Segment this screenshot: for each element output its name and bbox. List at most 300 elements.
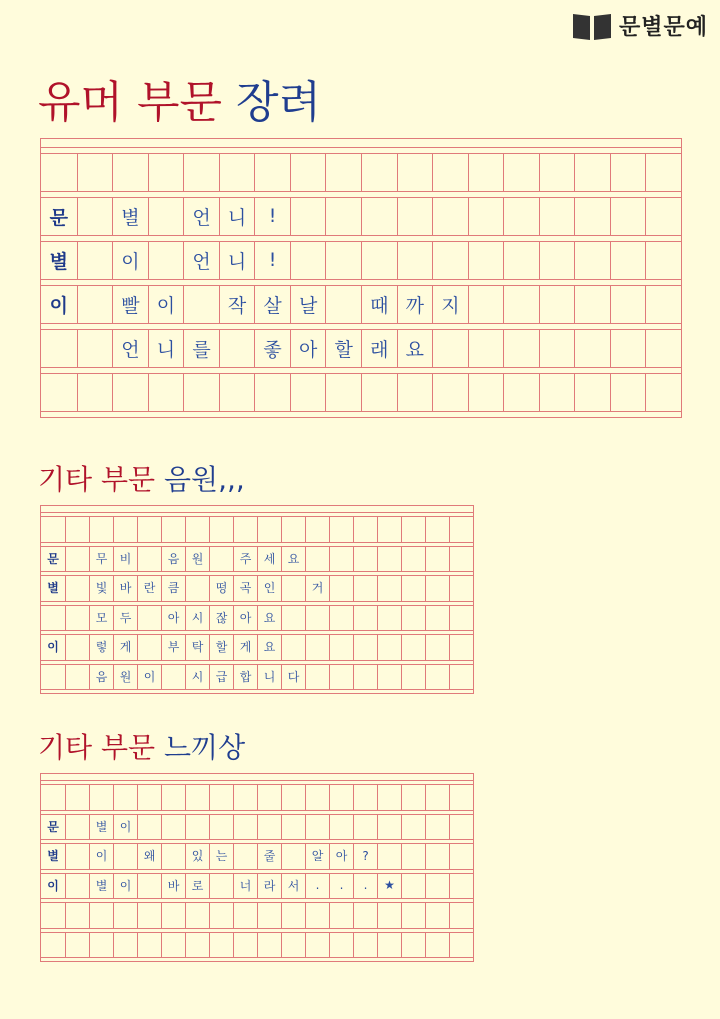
grid-cell [610,153,646,191]
grid-cell [65,784,89,810]
grid-cell [425,634,449,660]
grid-cell [305,546,329,572]
grid-line [41,839,473,840]
grid-cell [137,873,161,899]
grid-cell: 요 [257,634,281,660]
grid-cell: 아 [290,329,326,367]
grid-cell [449,546,473,572]
grid-cell [254,153,290,191]
grid-cell [41,329,77,367]
grid-cell [449,814,473,840]
grid-cell: 비 [113,546,137,572]
grid-cell [161,932,185,958]
grid-cell [645,197,681,235]
title-category: 기타 부문 [38,731,156,764]
grid-cell: 아 [161,605,185,631]
grid-cell [401,664,425,690]
grid-cell [353,546,377,572]
grid-cell [233,843,257,869]
grid-cell [41,373,77,411]
open-book-icon [571,11,613,41]
grid-cell [377,605,401,631]
grid-cell [432,329,468,367]
grid-cell: ? [353,843,377,869]
grid-cell: 줄 [257,843,281,869]
grid-cell [161,664,185,690]
grid-cell [361,197,397,235]
manuscript-grid-etc-soundsource [40,505,474,694]
grid-cell [425,516,449,542]
grid-cell: 를 [183,329,219,367]
grid-cell: 서 [281,873,305,899]
grid-cell [281,575,305,601]
grid-cell: 니 [148,329,184,367]
grid-cell [281,605,305,631]
grid-cell [257,814,281,840]
grid-cell [290,241,326,279]
grid-cell [185,814,209,840]
grid-cell [219,153,255,191]
grid-cell [137,784,161,810]
grid-cell: 별 [47,581,59,596]
grid-cell [503,153,539,191]
grid-cell [539,285,575,323]
grid-cell [449,605,473,631]
grid-row [41,285,681,323]
grid-row [41,784,473,810]
grid-cell [468,241,504,279]
grid-cell [281,516,305,542]
grid-cell: 란 [137,575,161,601]
grid-cell [305,605,329,631]
grid-row [41,902,473,928]
grid-cell [209,814,233,840]
grid-cell [257,902,281,928]
grid-cell: 별 [112,197,148,235]
grid-cell [645,153,681,191]
grid-cell [305,516,329,542]
grid-cell: 렇 [89,634,113,660]
grid-cell: . [353,873,377,899]
grid-cell: 다 [281,664,305,690]
grid-cell [353,605,377,631]
grid-cell [41,664,65,690]
grid-cell [89,516,113,542]
grid-cell [325,241,361,279]
title-category: 기타 부문 [38,463,156,496]
grid-cell [377,516,401,542]
grid-line [41,689,473,690]
grid-cell: 이 [89,843,113,869]
grid-cell [449,634,473,660]
grid-line [41,191,681,192]
grid-cell [148,153,184,191]
grid-cell [361,373,397,411]
grid-cell [377,902,401,928]
grid-cell [329,932,353,958]
grid-cell [449,516,473,542]
grid-line [41,323,681,324]
grid-cell [137,546,161,572]
grid-cell [161,902,185,928]
grid-cell [137,902,161,928]
grid-cell: 는 [209,843,233,869]
grid-line [41,542,473,543]
logo [571,10,708,41]
grid-line [41,780,473,781]
grid-cell [574,373,610,411]
grid-cell: 빛 [89,575,113,601]
grid-cell [353,634,377,660]
grid-cell [65,634,89,660]
grid-cell: . [329,873,353,899]
grid-cell: 작 [219,285,255,323]
title-award: 장려 [236,77,322,128]
grid-cell: 때 [361,285,397,323]
grid-cell [89,932,113,958]
grid-cell: 언 [183,197,219,235]
section-title-humor [38,66,321,130]
grid-cell [361,241,397,279]
grid-cell [449,664,473,690]
grid-cell [610,373,646,411]
grid-cell [353,902,377,928]
grid-cell [645,329,681,367]
grid-cell [137,634,161,660]
grid-cell [353,575,377,601]
grid-cell [401,546,425,572]
grid-cell: . [305,873,329,899]
grid-cell: 곡 [233,575,257,601]
grid-cell [329,902,353,928]
grid-line [41,630,473,631]
grid-row [41,575,473,601]
grid-cell [305,814,329,840]
grid-cell: 문 [47,819,59,834]
grid-cell [574,329,610,367]
grid-cell [209,784,233,810]
grid-cell: 니 [257,664,281,690]
grid-line [41,898,473,899]
grid-cell [397,241,433,279]
grid-cell [377,664,401,690]
grid-cell [41,902,65,928]
grid-cell [233,516,257,542]
grid-cell: 라 [257,873,281,899]
grid-cell [425,664,449,690]
grid-cell [329,546,353,572]
grid-cell [425,932,449,958]
grid-cell [353,814,377,840]
grid-cell: ★ [377,873,401,899]
grid-cell: 이 [113,814,137,840]
grid-cell [401,902,425,928]
grid-cell [401,605,425,631]
grid-row [41,516,473,542]
grid-cell [41,605,65,631]
grid-cell [148,241,184,279]
grid-cell [397,197,433,235]
grid-cell [610,285,646,323]
grid-line [41,928,473,929]
grid-cell [645,241,681,279]
grid-row [41,373,681,411]
grid-cell: 언 [183,241,219,279]
grid-cell [401,575,425,601]
grid-cell: 알 [305,843,329,869]
grid-cell: 문 [47,551,59,566]
grid-cell [425,902,449,928]
grid-cell [185,784,209,810]
grid-cell [305,932,329,958]
grid-cell: 요 [397,329,433,367]
grid-cell [539,241,575,279]
grid-row [41,546,473,572]
grid-cell: 이 [148,285,184,323]
grid-cell [113,516,137,542]
grid-cell [65,932,89,958]
grid-cell: 까 [397,285,433,323]
grid-cell [503,241,539,279]
grid-cell [610,197,646,235]
grid-cell [610,241,646,279]
grid-cell [209,902,233,928]
grid-cell [325,373,361,411]
grid-cell: 살 [254,285,290,323]
grid-line [41,235,681,236]
grid-cell: 급 [209,664,233,690]
grid-row [41,329,681,367]
grid-cell [41,932,65,958]
grid-cell: 음 [89,664,113,690]
grid-cell [401,843,425,869]
grid-cell [185,575,209,601]
manuscript-grid-humor [40,138,682,418]
grid-cell: 로 [185,873,209,899]
grid-line [41,411,681,412]
grid-cell [65,516,89,542]
grid-cell: 음 [161,546,185,572]
grid-cell [449,843,473,869]
grid-cell: 니 [219,197,255,235]
grid-cell [183,373,219,411]
grid-cell [77,197,113,235]
grid-cell: 시 [185,664,209,690]
grid-cell: 별 [49,250,68,273]
grid-cell [113,784,137,810]
grid-cell [183,285,219,323]
grid-cell: 무 [89,546,113,572]
grid-line [41,810,473,811]
grid-cell: 시 [185,605,209,631]
grid-cell [77,285,113,323]
grid-cell: 거 [305,575,329,601]
grid-cell [137,932,161,958]
grid-cell: 왜 [137,843,161,869]
grid-cell [503,329,539,367]
grid-cell [377,546,401,572]
grid-cell [539,373,575,411]
section-title-etc-neukkisang [38,726,245,766]
grid-cell [401,634,425,660]
grid-cell: 이 [47,878,59,893]
grid-cell [449,873,473,899]
grid-row [41,634,473,660]
grid-cell: 빨 [112,285,148,323]
grid-cell [329,605,353,631]
grid-cell [148,373,184,411]
grid-line [41,601,473,602]
grid-row [41,873,473,899]
grid-cell: 아 [329,843,353,869]
grid-cell: 이 [49,294,68,317]
grid-cell [425,843,449,869]
grid-cell [539,153,575,191]
grid-cell [425,605,449,631]
grid-row [41,197,681,235]
grid-cell [161,516,185,542]
grid-cell [610,329,646,367]
grid-cell: 니 [219,241,255,279]
grid-cell [89,902,113,928]
grid-cell [233,814,257,840]
grid-row [41,843,473,869]
grid-cell: 게 [113,634,137,660]
grid-cell [148,197,184,235]
grid-cell: 아 [233,605,257,631]
grid-cell [468,197,504,235]
grid-cell [209,932,233,958]
grid-cell: 바 [161,873,185,899]
grid-cell [449,784,473,810]
grid-cell [325,285,361,323]
grid-cell [77,329,113,367]
grid-cell [353,932,377,958]
grid-cell: 바 [113,575,137,601]
grid-cell: 있 [185,843,209,869]
grid-cell [209,546,233,572]
grid-cell [397,373,433,411]
grid-cell [425,784,449,810]
grid-cell: 요 [281,546,305,572]
grid-cell [329,784,353,810]
grid-cell [645,373,681,411]
grid-cell [113,932,137,958]
grid-cell: 잖 [209,605,233,631]
grid-cell [219,373,255,411]
grid-line [41,512,473,513]
grid-cell [89,784,113,810]
grid-cell: 이 [47,640,59,655]
grid-cell [401,814,425,840]
grid-cell: 두 [113,605,137,631]
grid-cell [425,575,449,601]
grid-cell [77,241,113,279]
grid-cell [574,241,610,279]
grid-cell [257,516,281,542]
grid-cell [281,784,305,810]
grid-cell: 원 [113,664,137,690]
grid-cell [425,814,449,840]
grid-cell [574,285,610,323]
grid-cell: 탁 [185,634,209,660]
grid-cell: 이 [137,664,161,690]
grid-cell: ! [254,241,290,279]
grid-cell: 모 [89,605,113,631]
grid-cell [137,605,161,631]
grid-cell [281,932,305,958]
grid-line [41,571,473,572]
grid-cell: 인 [257,575,281,601]
grid-cell [65,902,89,928]
grid-cell [290,197,326,235]
grid-cell [290,373,326,411]
grid-cell [574,197,610,235]
grid-cell: 큼 [161,575,185,601]
grid-cell [329,575,353,601]
grid-cell [161,843,185,869]
grid-cell [209,873,233,899]
grid-cell: 문 [49,206,68,229]
grid-cell [254,373,290,411]
grid-row [41,664,473,690]
grid-cell [281,843,305,869]
grid-cell [185,932,209,958]
grid-cell [432,197,468,235]
grid-cell [361,153,397,191]
grid-line [41,660,473,661]
grid-cell [377,784,401,810]
grid-cell [503,285,539,323]
grid-line [41,957,473,958]
grid-cell [65,843,89,869]
grid-cell [432,241,468,279]
grid-cell [209,516,233,542]
grid-cell [305,784,329,810]
grid-cell [281,634,305,660]
grid-cell: 요 [257,605,281,631]
grid-cell: 합 [233,664,257,690]
grid-row [41,153,681,191]
grid-cell [377,932,401,958]
grid-cell [329,664,353,690]
grid-cell [257,932,281,958]
grid-cell [432,373,468,411]
grid-cell [503,373,539,411]
grid-cell: 부 [161,634,185,660]
grid-cell: 너 [233,873,257,899]
grid-cell [65,664,89,690]
grid-cell: 원 [185,546,209,572]
grid-cell [77,153,113,191]
grid-cell: 이 [112,241,148,279]
grid-cell [468,373,504,411]
grid-cell [77,373,113,411]
grid-cell [305,664,329,690]
grid-cell [539,329,575,367]
grid-cell [161,814,185,840]
grid-cell [574,153,610,191]
grid-line [41,367,681,368]
grid-cell: 게 [233,634,257,660]
grid-cell: 할 [325,329,361,367]
grid-cell [281,814,305,840]
grid-cell [112,373,148,411]
grid-cell [137,814,161,840]
grid-cell: 이 [113,873,137,899]
grid-cell [468,153,504,191]
grid-cell [325,197,361,235]
